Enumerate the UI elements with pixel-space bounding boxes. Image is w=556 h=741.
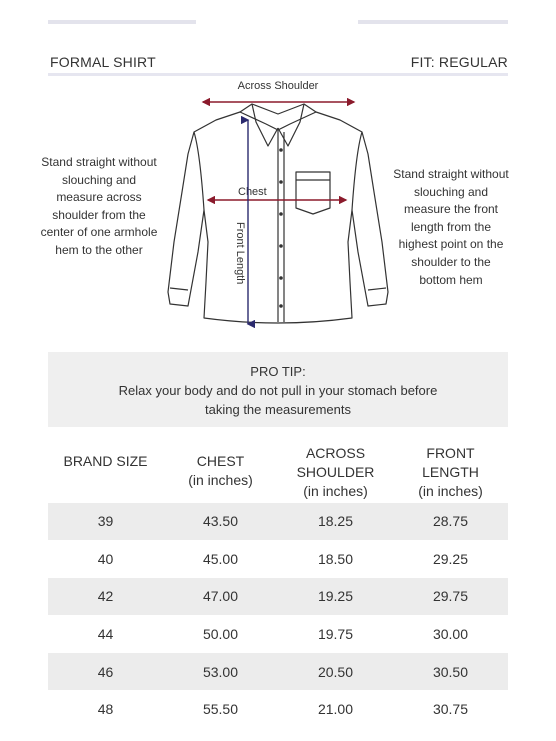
cell-brand-size: 44 xyxy=(48,615,163,653)
shirt-outline xyxy=(168,104,388,323)
cell-across-shoulder: 19.25 xyxy=(278,578,393,616)
pro-tip-body: Relax your body and do not pull in your stomach before taking the measurements xyxy=(118,383,438,417)
cell-brand-size: 48 xyxy=(48,690,163,727)
size-chart-header-row xyxy=(48,432,508,503)
cell-across-shoulder: 20.50 xyxy=(278,653,393,691)
table-row xyxy=(48,653,508,691)
front-length-instructions: Stand straight without slouching and measure the front length from the highest point on the shoulder to the bottom hem xyxy=(393,167,509,287)
header-front-length-line2: LENGTH xyxy=(422,464,479,480)
cell-chest: 55.50 xyxy=(163,690,278,727)
header-front-length-line1: FRONT xyxy=(426,445,475,461)
cell-front-length: 30.00 xyxy=(393,615,508,653)
header-chest-line1: CHEST xyxy=(196,453,245,469)
cell-across-shoulder: 21.00 xyxy=(278,690,393,727)
table-row xyxy=(48,503,508,541)
shirt-buttons xyxy=(279,148,283,308)
cell-front-length: 28.75 xyxy=(393,503,508,541)
cell-across-shoulder: 18.25 xyxy=(278,503,393,541)
shirt-illustration xyxy=(160,92,396,342)
cell-chest: 53.00 xyxy=(163,653,278,691)
header-across-shoulder-line1: ACROSS xyxy=(305,445,366,461)
cell-front-length: 29.75 xyxy=(393,578,508,616)
front-length-label: Front Length xyxy=(234,222,246,285)
table-row xyxy=(48,615,508,653)
chest-label: Chest xyxy=(238,186,267,198)
table-row xyxy=(48,578,508,616)
cell-chest: 43.50 xyxy=(163,503,278,541)
cell-front-length: 30.50 xyxy=(393,653,508,691)
pro-tip-box xyxy=(48,352,508,427)
cell-brand-size: 40 xyxy=(48,540,163,578)
cell-front-length: 30.75 xyxy=(393,690,508,727)
fit-label: FIT: REGULAR xyxy=(410,54,508,70)
cell-brand-size: 42 xyxy=(48,578,163,616)
header-chest-line2: (in inches) xyxy=(188,472,253,488)
header-chest xyxy=(163,432,278,503)
cell-chest: 47.00 xyxy=(163,578,278,616)
header-across-shoulder xyxy=(278,432,393,503)
cell-chest: 50.00 xyxy=(163,615,278,653)
header-brand-size xyxy=(48,432,163,503)
pro-tip-title: PRO TIP: xyxy=(250,364,306,379)
cell-across-shoulder: 19.75 xyxy=(278,615,393,653)
header xyxy=(50,54,508,74)
header-front-length-line3: (in inches) xyxy=(418,483,483,499)
header-front-length xyxy=(393,432,508,503)
across-shoulder-instructions: Stand straight without slouching and measure across shoulder from the center of one armhole hem to the other xyxy=(40,155,158,257)
header-divider xyxy=(48,73,508,76)
cell-across-shoulder: 18.50 xyxy=(278,540,393,578)
table-row xyxy=(48,690,508,727)
cell-brand-size: 46 xyxy=(48,653,163,691)
shirt-type-label: FORMAL SHIRT xyxy=(50,54,156,70)
size-chart-table xyxy=(48,432,508,728)
top-decor-bar-right xyxy=(358,20,508,24)
cell-brand-size: 39 xyxy=(48,503,163,541)
cell-front-length: 29.25 xyxy=(393,540,508,578)
top-decor-bar-left xyxy=(48,20,196,24)
table-row xyxy=(48,540,508,578)
header-brand-size-line1: BRAND SIZE xyxy=(63,453,148,469)
across-shoulder-label: Across Shoulder xyxy=(237,80,319,92)
header-across-shoulder-line2: SHOULDER xyxy=(296,464,375,480)
cell-chest: 45.00 xyxy=(163,540,278,578)
header-across-shoulder-line3: (in inches) xyxy=(303,483,368,499)
